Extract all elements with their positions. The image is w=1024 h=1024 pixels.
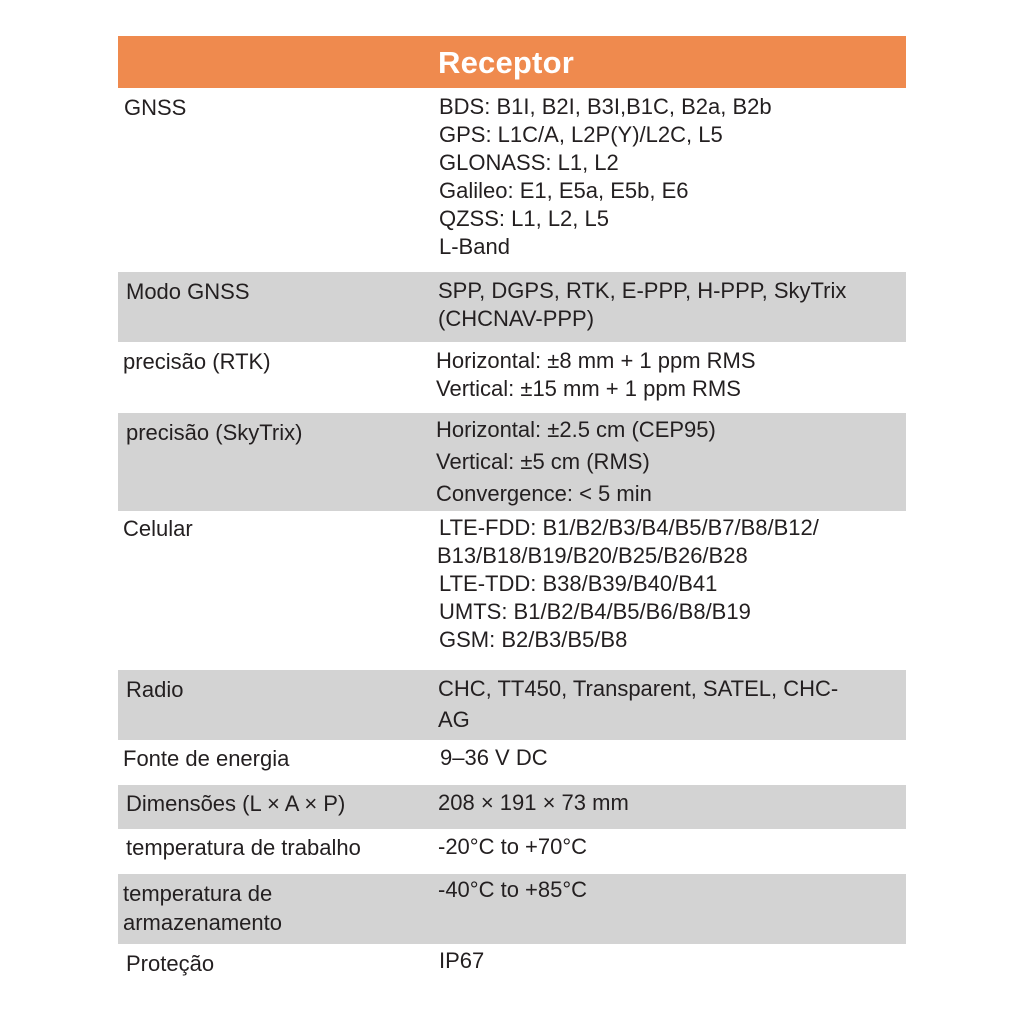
table-header — [118, 36, 906, 88]
spec-value-line: UMTS: B1/B2/B4/B5/B6/B8/B19 — [439, 599, 751, 624]
spec-value — [439, 93, 919, 261]
spec-value-line: -40°C to +85°C — [438, 877, 588, 902]
spec-row-fonte-de-energia — [118, 740, 906, 785]
spec-sheet — [118, 36, 906, 988]
spec-row-radio — [118, 670, 906, 740]
spec-value-line: Galileo: E1, E5a, E5b, E6 — [439, 178, 689, 203]
spec-value — [438, 789, 918, 817]
spec-value-line: IP67 — [439, 948, 485, 973]
spec-value-line: L-Band — [439, 234, 510, 259]
spec-value — [436, 414, 916, 510]
spec-value-line: -20°C to +70°C — [438, 834, 588, 859]
spec-row-modo-gnss — [118, 272, 906, 342]
spec-row-precisao-rtk — [118, 342, 906, 413]
spec-value — [438, 876, 918, 904]
spec-value-line: LTE-FDD: B1/B2/B3/B4/B5/B7/B8/B12/ — [439, 515, 819, 540]
spec-label: Proteção — [126, 951, 215, 976]
spec-label: Radio — [126, 677, 184, 702]
spec-row-temperatura-de-armazenamento — [118, 874, 906, 944]
spec-value — [439, 947, 919, 975]
spec-value-line: LTE-TDD: B38/B39/B40/B41 — [439, 571, 718, 596]
spec-value-line: Vertical: ±15 mm + 1 ppm RMS — [436, 376, 741, 401]
spec-value — [439, 514, 919, 654]
spec-value-line: Horizontal: ±2.5 cm (CEP95) — [436, 417, 716, 442]
spec-label: temperatura de armazenamento — [123, 881, 282, 935]
spec-row-celular — [118, 511, 906, 670]
spec-value-line: B13/B18/B19/B20/B25/B26/B28 — [437, 543, 748, 568]
spec-label: temperatura de trabalho — [126, 835, 361, 860]
spec-value — [440, 744, 920, 772]
spec-value-line: SPP, DGPS, RTK, E-PPP, H-PPP, SkyTrix — [438, 278, 847, 303]
spec-value-line: Vertical: ±5 cm (RMS) — [436, 449, 650, 474]
spec-label: Modo GNSS — [126, 279, 250, 304]
spec-value-line: QZSS: L1, L2, L5 — [439, 206, 609, 231]
spec-value-line: Convergence: < 5 min — [436, 481, 652, 506]
spec-value-line: GPS: L1C/A, L2P(Y)/L2C, L5 — [439, 122, 723, 147]
spec-value-line: (CHCNAV-PPP) — [438, 306, 595, 331]
spec-label: GNSS — [124, 95, 187, 120]
spec-label: Dimensões (L × A × P) — [126, 791, 346, 816]
spec-row-gnss — [118, 88, 906, 272]
spec-value-line: Horizontal: ±8 mm + 1 ppm RMS — [436, 348, 756, 373]
spec-label: precisão (RTK) — [123, 349, 271, 374]
spec-label: precisão (SkyTrix) — [126, 420, 303, 445]
header-title: Receptor — [438, 45, 574, 80]
spec-label: Fonte de energia — [123, 746, 290, 771]
spec-row-temperatura-de-trabalho — [118, 829, 906, 874]
spec-value — [438, 277, 908, 333]
spec-value-line: CHC, TT450, Transparent, SATEL, CHC- — [438, 676, 839, 701]
spec-value-line: GLONASS: L1, L2 — [439, 150, 619, 175]
spec-value — [436, 347, 916, 403]
spec-value-line: AG — [438, 707, 470, 732]
spec-value-line: 208 × 191 × 73 mm — [438, 790, 629, 815]
spec-value-line: GSM: B2/B3/B5/B8 — [439, 627, 628, 652]
spec-row-protecao — [118, 944, 906, 988]
spec-row-precisao-skytrix — [118, 413, 906, 511]
spec-value-line: BDS: B1I, B2I, B3I,B1C, B2a, B2b — [439, 94, 772, 119]
spec-label: Celular — [123, 516, 193, 541]
spec-value-line: 9–36 V DC — [440, 745, 548, 770]
spec-value — [438, 833, 918, 861]
spec-row-dimensoes — [118, 785, 906, 829]
spec-value — [438, 673, 918, 735]
